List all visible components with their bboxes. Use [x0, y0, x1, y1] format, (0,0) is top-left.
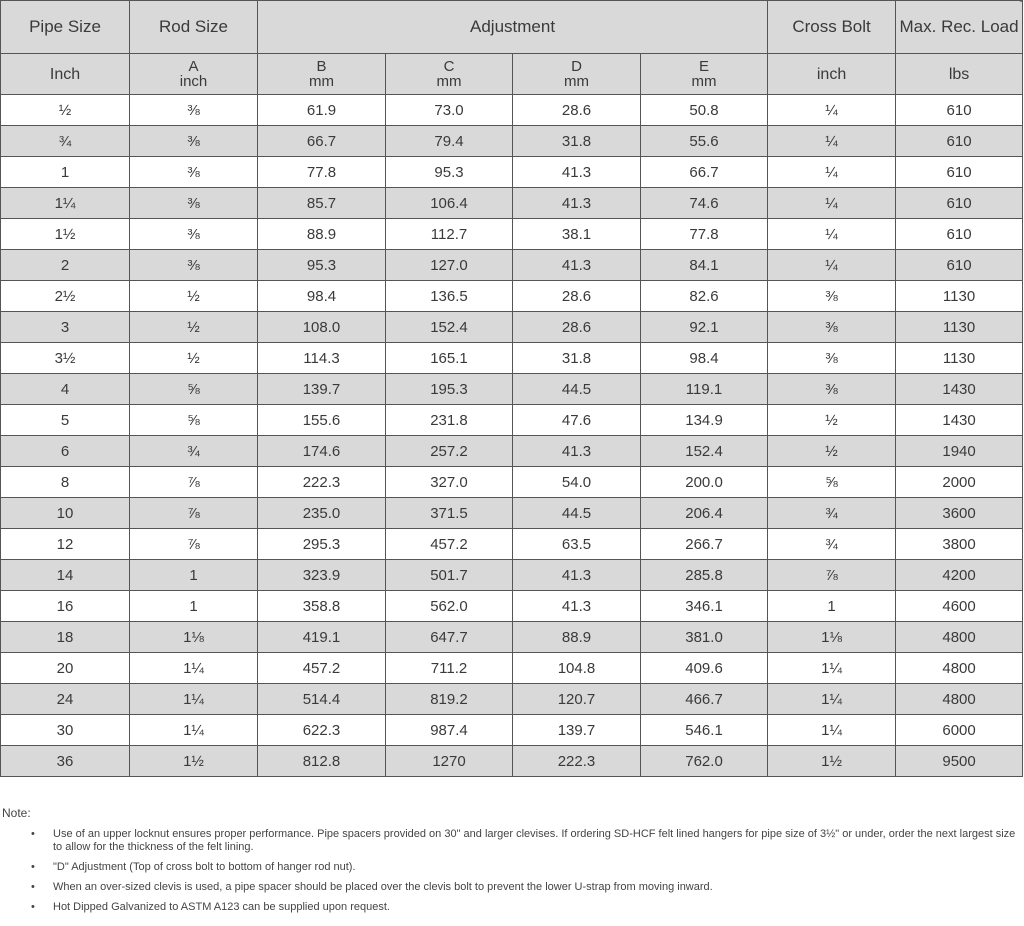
- cell-max-load: 4800: [896, 653, 1023, 684]
- cell-max-load: 610: [896, 219, 1023, 250]
- cell-cross-bolt: 1¼: [768, 684, 896, 715]
- cell-c: 819.2: [386, 684, 513, 715]
- header-max-load: [896, 1, 1023, 54]
- cell-c: 136.5: [386, 281, 513, 312]
- cell-pipe-size: 6: [1, 436, 130, 467]
- table-row: [1, 95, 1023, 126]
- cell-c: 257.2: [386, 436, 513, 467]
- cell-cross-bolt: 1½: [768, 746, 896, 777]
- corner-mark: [984, 1, 1022, 2]
- cell-rod-size: ⅞: [130, 498, 258, 529]
- note-item: [31, 901, 1020, 914]
- cell-pipe-size: ½: [1, 95, 130, 126]
- cell-rod-size: ⅜: [130, 95, 258, 126]
- cell-d: 41.3: [513, 436, 641, 467]
- cell-pipe-size: 36: [1, 746, 130, 777]
- cell-pipe-size: 1½: [1, 219, 130, 250]
- cell-e: 55.6: [641, 126, 768, 157]
- cell-e: 98.4: [641, 343, 768, 374]
- cell-c: 647.7: [386, 622, 513, 653]
- cell-e: 285.8: [641, 560, 768, 591]
- cell-max-load: 1430: [896, 405, 1023, 436]
- cell-cross-bolt: ¾: [768, 529, 896, 560]
- cell-d: 31.8: [513, 343, 641, 374]
- cell-pipe-size: 1¼: [1, 188, 130, 219]
- cell-pipe-size: 10: [1, 498, 130, 529]
- cell-d: 38.1: [513, 219, 641, 250]
- subheader-c-letter: C: [443, 58, 455, 75]
- subheader-d: [513, 54, 641, 95]
- cell-rod-size: ⅜: [130, 126, 258, 157]
- cell-rod-size: ⅝: [130, 405, 258, 436]
- cell-e: 134.9: [641, 405, 768, 436]
- cell-cross-bolt: ½: [768, 436, 896, 467]
- cell-b: 114.3: [258, 343, 386, 374]
- cell-e: 266.7: [641, 529, 768, 560]
- cell-e: 546.1: [641, 715, 768, 746]
- cell-cross-bolt: ⅜: [768, 374, 896, 405]
- cell-max-load: 3800: [896, 529, 1023, 560]
- cell-max-load: 1130: [896, 281, 1023, 312]
- cell-rod-size: ⅞: [130, 467, 258, 498]
- cell-c: 231.8: [386, 405, 513, 436]
- cell-max-load: 1430: [896, 374, 1023, 405]
- cell-cross-bolt: 1¼: [768, 653, 896, 684]
- note-item: [31, 881, 1020, 894]
- table-row: [1, 281, 1023, 312]
- cell-rod-size: 1⅛: [130, 622, 258, 653]
- cell-cross-bolt: ½: [768, 405, 896, 436]
- cell-b: 85.7: [258, 188, 386, 219]
- cell-pipe-size: ¾: [1, 126, 130, 157]
- cell-max-load: 610: [896, 188, 1023, 219]
- cell-pipe-size: 30: [1, 715, 130, 746]
- table-row: [1, 126, 1023, 157]
- cell-d: 41.3: [513, 560, 641, 591]
- cell-cross-bolt: ¼: [768, 188, 896, 219]
- cell-d: 28.6: [513, 281, 641, 312]
- bullet-icon: •: [31, 901, 35, 913]
- table-row: [1, 622, 1023, 653]
- cell-cross-bolt: ⅜: [768, 343, 896, 374]
- cell-cross-bolt: 1¼: [768, 715, 896, 746]
- cell-d: 139.7: [513, 715, 641, 746]
- cell-cross-bolt: 1⅛: [768, 622, 896, 653]
- cell-b: 77.8: [258, 157, 386, 188]
- cell-pipe-size: 16: [1, 591, 130, 622]
- subheader-load-unit: lbs: [896, 54, 1023, 95]
- subheader-row: [1, 54, 1023, 95]
- cell-b: 323.9: [258, 560, 386, 591]
- cell-rod-size: ½: [130, 281, 258, 312]
- subheader-b-letter: B: [316, 58, 327, 75]
- subheader-e: [641, 54, 768, 95]
- table-row: [1, 188, 1023, 219]
- cell-max-load: 3600: [896, 498, 1023, 529]
- subheader-pipe-unit: Inch: [1, 54, 130, 95]
- subheader-b-unit: mm: [309, 73, 334, 90]
- cell-pipe-size: 1: [1, 157, 130, 188]
- cell-cross-bolt: ⅜: [768, 281, 896, 312]
- cell-e: 82.6: [641, 281, 768, 312]
- cell-c: 79.4: [386, 126, 513, 157]
- cell-b: 419.1: [258, 622, 386, 653]
- cell-c: 987.4: [386, 715, 513, 746]
- table-row: [1, 560, 1023, 591]
- cell-c: 457.2: [386, 529, 513, 560]
- cell-c: 371.5: [386, 498, 513, 529]
- cell-rod-size: ⅜: [130, 219, 258, 250]
- subheader-d-unit: mm: [564, 73, 589, 90]
- cell-c: 127.0: [386, 250, 513, 281]
- subheader-a: [130, 54, 258, 95]
- cell-d: 28.6: [513, 95, 641, 126]
- cell-e: 381.0: [641, 622, 768, 653]
- cell-max-load: 1940: [896, 436, 1023, 467]
- cell-rod-size: 1¼: [130, 684, 258, 715]
- cell-d: 104.8: [513, 653, 641, 684]
- table-row: [1, 312, 1023, 343]
- header-max-load-label: Max. Rec. Load: [899, 17, 1019, 36]
- cell-rod-size: ⅜: [130, 250, 258, 281]
- table-row: [1, 219, 1023, 250]
- cell-pipe-size: 24: [1, 684, 130, 715]
- table-row: [1, 374, 1023, 405]
- cell-e: 77.8: [641, 219, 768, 250]
- table-row: [1, 436, 1023, 467]
- table-body: [1, 95, 1023, 777]
- cell-d: 41.3: [513, 250, 641, 281]
- cell-b: 66.7: [258, 126, 386, 157]
- cell-b: 235.0: [258, 498, 386, 529]
- cell-d: 44.5: [513, 498, 641, 529]
- subheader-bolt-unit: inch: [768, 54, 896, 95]
- table-row: [1, 498, 1023, 529]
- cell-pipe-size: 12: [1, 529, 130, 560]
- cell-b: 222.3: [258, 467, 386, 498]
- cell-e: 762.0: [641, 746, 768, 777]
- subheader-b: [258, 54, 386, 95]
- notes-list: [2, 828, 1020, 914]
- header-cross-bolt: Cross Bolt: [768, 1, 896, 54]
- cell-e: 66.7: [641, 157, 768, 188]
- cell-max-load: 1130: [896, 312, 1023, 343]
- cell-pipe-size: 20: [1, 653, 130, 684]
- table-row: [1, 746, 1023, 777]
- cell-e: 84.1: [641, 250, 768, 281]
- cell-rod-size: ¾: [130, 436, 258, 467]
- cell-b: 622.3: [258, 715, 386, 746]
- table-row: [1, 653, 1023, 684]
- cell-rod-size: ½: [130, 312, 258, 343]
- cell-max-load: 610: [896, 157, 1023, 188]
- cell-cross-bolt: ⅜: [768, 312, 896, 343]
- cell-cross-bolt: ⅞: [768, 560, 896, 591]
- notes-title: Note:: [2, 806, 31, 820]
- cell-c: 165.1: [386, 343, 513, 374]
- table-row: [1, 529, 1023, 560]
- cell-pipe-size: 8: [1, 467, 130, 498]
- cell-cross-bolt: ¼: [768, 250, 896, 281]
- table-row: [1, 591, 1023, 622]
- cell-d: 63.5: [513, 529, 641, 560]
- cell-cross-bolt: ¾: [768, 498, 896, 529]
- cell-e: 92.1: [641, 312, 768, 343]
- bullet-icon: •: [31, 828, 35, 840]
- bullet-icon: •: [31, 861, 35, 873]
- table-row: [1, 715, 1023, 746]
- cell-d: 54.0: [513, 467, 641, 498]
- cell-b: 139.7: [258, 374, 386, 405]
- bullet-icon: •: [31, 881, 35, 893]
- cell-d: 41.3: [513, 188, 641, 219]
- cell-cross-bolt: ¼: [768, 219, 896, 250]
- cell-max-load: 610: [896, 126, 1023, 157]
- header-adjustment: Adjustment: [258, 1, 768, 54]
- cell-rod-size: 1: [130, 591, 258, 622]
- cell-cross-bolt: ¼: [768, 95, 896, 126]
- header-pipe-size: Pipe Size: [1, 1, 130, 54]
- cell-e: 466.7: [641, 684, 768, 715]
- cell-max-load: 1130: [896, 343, 1023, 374]
- cell-max-load: 4200: [896, 560, 1023, 591]
- cell-b: 457.2: [258, 653, 386, 684]
- cell-d: 222.3: [513, 746, 641, 777]
- cell-rod-size: 1¼: [130, 715, 258, 746]
- cell-rod-size: 1½: [130, 746, 258, 777]
- note-text: "D" Adjustment (Top of cross bolt to bottom of hanger rod nut).: [53, 861, 356, 873]
- table-row: [1, 467, 1023, 498]
- table-row: [1, 684, 1023, 715]
- subheader-a-letter: A: [188, 58, 199, 75]
- cell-b: 514.4: [258, 684, 386, 715]
- cell-pipe-size: 4: [1, 374, 130, 405]
- cell-rod-size: 1¼: [130, 653, 258, 684]
- cell-pipe-size: 3½: [1, 343, 130, 374]
- cell-c: 195.3: [386, 374, 513, 405]
- header-row: [1, 1, 1023, 54]
- cell-rod-size: ⅞: [130, 529, 258, 560]
- cell-b: 174.6: [258, 436, 386, 467]
- cell-e: 346.1: [641, 591, 768, 622]
- cell-c: 501.7: [386, 560, 513, 591]
- note-item: [31, 861, 1020, 874]
- cell-d: 41.3: [513, 591, 641, 622]
- cell-rod-size: ⅝: [130, 374, 258, 405]
- subheader-c: [386, 54, 513, 95]
- cell-rod-size: ½: [130, 343, 258, 374]
- cell-rod-size: 1: [130, 560, 258, 591]
- cell-d: 28.6: [513, 312, 641, 343]
- subheader-c-unit: mm: [436, 73, 462, 90]
- cell-c: 73.0: [386, 95, 513, 126]
- cell-rod-size: ⅜: [130, 188, 258, 219]
- table-row: [1, 405, 1023, 436]
- notes-section: [2, 806, 1020, 921]
- cell-max-load: 610: [896, 95, 1023, 126]
- cell-e: 200.0: [641, 467, 768, 498]
- note-text: When an over-sized clevis is used, a pipe spacer should be placed over the clevis bolt to prevent the lower U-strap from moving inward.: [53, 881, 713, 893]
- note-text: Use of an upper locknut ensures proper performance. Pipe spacers provided on 30" and larger clevises. If ordering SD-HCF felt lined hangers for pipe size of 3½" or under, order the next largest size to allow for the thickness of the felt lining.: [53, 828, 1016, 853]
- cell-b: 155.6: [258, 405, 386, 436]
- cell-max-load: 4800: [896, 684, 1023, 715]
- cell-pipe-size: 5: [1, 405, 130, 436]
- cell-d: 47.6: [513, 405, 641, 436]
- subheader-e-letter: E: [699, 58, 710, 75]
- cell-d: 44.5: [513, 374, 641, 405]
- cell-max-load: 2000: [896, 467, 1023, 498]
- subheader-a-unit: inch: [179, 73, 208, 90]
- cell-cross-bolt: ⅝: [768, 467, 896, 498]
- cell-c: 106.4: [386, 188, 513, 219]
- cell-e: 409.6: [641, 653, 768, 684]
- cell-cross-bolt: ¼: [768, 126, 896, 157]
- cell-b: 812.8: [258, 746, 386, 777]
- cell-cross-bolt: ¼: [768, 157, 896, 188]
- cell-pipe-size: 2: [1, 250, 130, 281]
- cell-max-load: 610: [896, 250, 1023, 281]
- cell-max-load: 9500: [896, 746, 1023, 777]
- cell-b: 295.3: [258, 529, 386, 560]
- cell-e: 74.6: [641, 188, 768, 219]
- cell-b: 108.0: [258, 312, 386, 343]
- cell-d: 41.3: [513, 157, 641, 188]
- cell-b: 358.8: [258, 591, 386, 622]
- subheader-d-letter: D: [571, 58, 582, 75]
- header-rod-size: Rod Size: [130, 1, 258, 54]
- cell-e: 119.1: [641, 374, 768, 405]
- table-row: [1, 157, 1023, 188]
- table-row: [1, 343, 1023, 374]
- cell-c: 562.0: [386, 591, 513, 622]
- cell-max-load: 4600: [896, 591, 1023, 622]
- cell-b: 98.4: [258, 281, 386, 312]
- cell-pipe-size: 14: [1, 560, 130, 591]
- cell-e: 50.8: [641, 95, 768, 126]
- cell-c: 1270: [386, 746, 513, 777]
- cell-max-load: 4800: [896, 622, 1023, 653]
- cell-pipe-size: 2½: [1, 281, 130, 312]
- cell-c: 95.3: [386, 157, 513, 188]
- cell-c: 152.4: [386, 312, 513, 343]
- cell-b: 95.3: [258, 250, 386, 281]
- cell-rod-size: ⅜: [130, 157, 258, 188]
- subheader-e-unit: mm: [691, 73, 717, 90]
- note-text: Hot Dipped Galvanized to ASTM A123 can be supplied upon request.: [53, 901, 390, 913]
- cell-c: 327.0: [386, 467, 513, 498]
- cell-b: 88.9: [258, 219, 386, 250]
- table-header: [1, 1, 1023, 95]
- note-item: [31, 828, 1020, 854]
- cell-c: 112.7: [386, 219, 513, 250]
- cell-pipe-size: 18: [1, 622, 130, 653]
- cell-d: 120.7: [513, 684, 641, 715]
- cell-cross-bolt: 1: [768, 591, 896, 622]
- cell-e: 152.4: [641, 436, 768, 467]
- table-row: [1, 250, 1023, 281]
- cell-d: 31.8: [513, 126, 641, 157]
- cell-c: 711.2: [386, 653, 513, 684]
- cell-max-load: 6000: [896, 715, 1023, 746]
- cell-d: 88.9: [513, 622, 641, 653]
- cell-pipe-size: 3: [1, 312, 130, 343]
- cell-e: 206.4: [641, 498, 768, 529]
- cell-b: 61.9: [258, 95, 386, 126]
